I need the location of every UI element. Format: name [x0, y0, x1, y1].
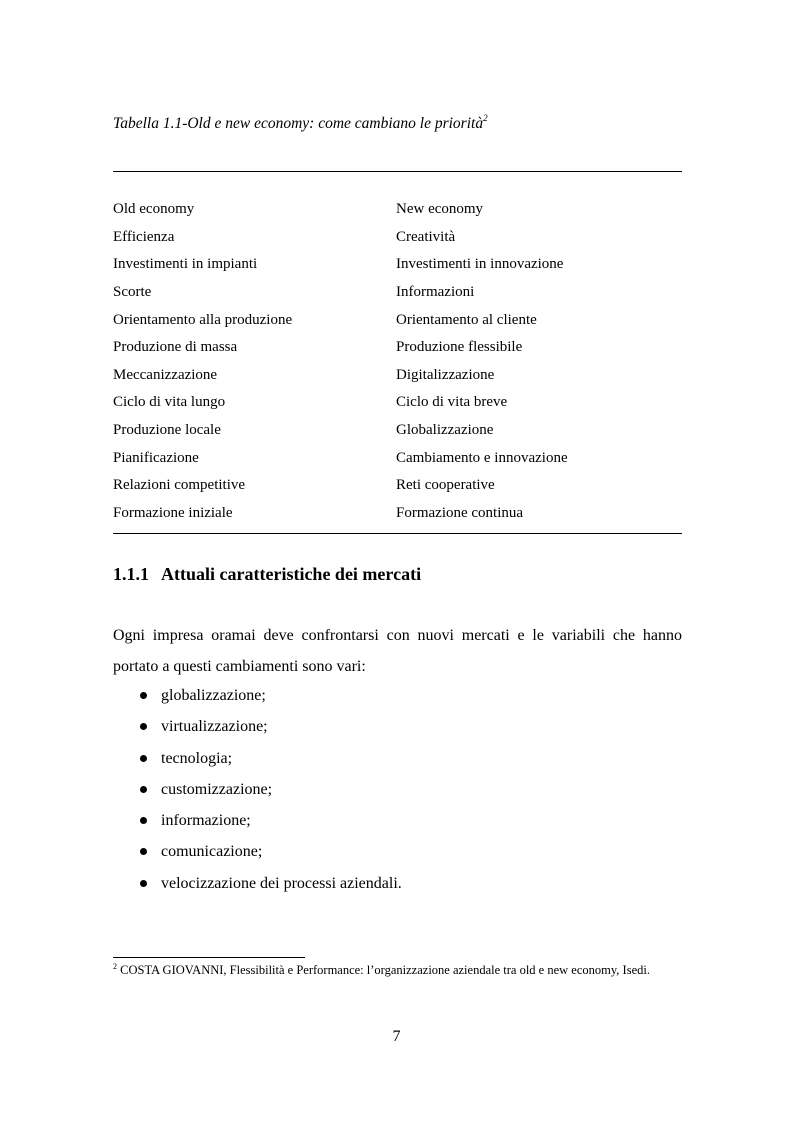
table-top-rule [113, 171, 682, 172]
footnote-mark: 2 [113, 962, 117, 971]
bullet-icon [140, 848, 147, 855]
list-item [113, 774, 682, 805]
list-item [113, 805, 682, 836]
table-row [113, 306, 682, 334]
list-item-text: globalizzazione; [161, 687, 266, 704]
list-item [113, 836, 682, 867]
footnote [113, 962, 682, 978]
section-title: Attuali caratteristiche dei mercati [161, 564, 422, 584]
table-cell-new-economy: Reti cooperative [396, 477, 495, 494]
table-cell-new-economy: Creatività [396, 228, 456, 245]
table-caption [113, 114, 488, 134]
table-cell-old-economy: Produzione locale [113, 422, 221, 439]
bullet-icon [140, 880, 147, 887]
table-cell-new-economy: Investimenti in innovazione [396, 256, 564, 273]
table-cell-old-economy: Formazione iniziale [113, 504, 233, 521]
table-row [113, 362, 682, 390]
section-number: 1.1.1 [113, 564, 149, 584]
list-item [113, 868, 682, 899]
table-row [113, 224, 682, 252]
table-row [113, 500, 682, 528]
table-cell-old-economy: Relazioni competitive [113, 477, 246, 494]
body-paragraph: Ogni impresa oramai deve confrontarsi con nuovi mercati e le variabili che hanno portato a questi cambiamenti sono vari: [113, 627, 682, 675]
table-cell-old-economy: Meccanizzazione [113, 366, 218, 383]
footnote-text: COSTA GIOVANNI, Flessibilità e Performance: l’organizzazione aziendale tra old e new economy, Isedi. [120, 963, 650, 977]
table-cell-new-economy: Informazioni [396, 284, 475, 301]
list-item-text: comunicazione; [161, 843, 263, 861]
list-item [113, 680, 682, 711]
bullet-list [113, 680, 682, 899]
table-row [113, 444, 682, 472]
list-item-text: tecnologia; [161, 749, 233, 767]
table-cell-new-economy: Formazione continua [396, 504, 524, 521]
table-row [113, 417, 682, 445]
footnote-ref[interactable]: 2 [483, 113, 488, 123]
bullet-icon [140, 786, 147, 793]
table-cell-old-economy: Produzione di massa [113, 339, 238, 356]
table-row [113, 472, 682, 500]
list-item [113, 711, 682, 742]
table-row [113, 389, 682, 417]
table-row [113, 334, 682, 362]
table-cell-old-economy: Orientamento alla produzione [113, 311, 293, 328]
comparison-table [113, 196, 682, 527]
table-bottom-rule [113, 533, 682, 534]
bullet-icon [140, 692, 147, 699]
table-cell-new-economy: New economy [396, 201, 484, 218]
page-number: 7 [392, 1028, 401, 1045]
table-cell-new-economy: Produzione flessibile [396, 339, 523, 356]
table-cell-new-economy: Globalizzazione [396, 422, 494, 439]
table-cell-new-economy: Ciclo di vita breve [396, 394, 508, 411]
bullet-icon [140, 755, 147, 762]
table-cell-old-economy: Pianificazione [113, 449, 199, 466]
table-cell-old-economy: Scorte [113, 284, 152, 301]
footnote-separator [113, 957, 305, 958]
list-item-text: informazione; [161, 812, 251, 830]
list-item [113, 743, 682, 774]
table-cell-old-economy: Investimenti in impianti [113, 256, 258, 273]
table-row [113, 196, 682, 224]
table-caption-text: Tabella 1.1-Old e new economy: come cambiano le priorità [113, 115, 484, 132]
list-item-text: virtualizzazione; [161, 718, 268, 736]
section-heading [113, 562, 421, 586]
table-cell-old-economy: Efficienza [113, 228, 175, 245]
list-item-text: customizzazione; [161, 780, 273, 798]
bullet-icon [140, 723, 147, 730]
bullet-icon [140, 817, 147, 824]
table-cell-old-economy: Old economy [113, 201, 195, 218]
table-cell-old-economy: Ciclo di vita lungo [113, 394, 226, 411]
table-row [113, 279, 682, 307]
list-item-text: velocizzazione dei processi aziendali. [161, 874, 402, 892]
table-row [113, 251, 682, 279]
table-cell-new-economy: Cambiamento e innovazione [396, 449, 568, 466]
table-cell-new-economy: Orientamento al cliente [396, 311, 537, 328]
table-cell-new-economy: Digitalizzazione [396, 366, 495, 383]
